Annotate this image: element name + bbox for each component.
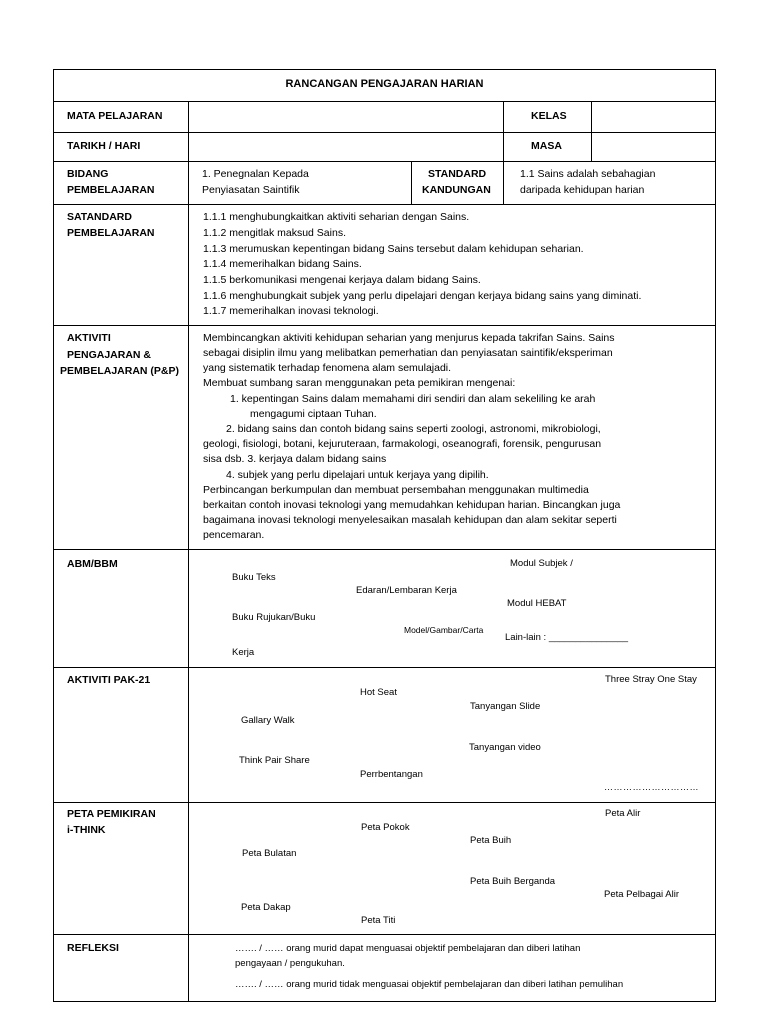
aktiviti-text: yang sistematik terhadap fenomena alam semulajadi.	[203, 362, 452, 374]
label-kelas: KELAS	[531, 110, 567, 122]
row-divider	[54, 934, 715, 935]
standard-pembelajaran-item: 1.1.2 mengitlak maksud Sains.	[203, 227, 346, 239]
column-divider	[503, 161, 504, 204]
label-refleksi: REFLEKSI	[67, 942, 119, 954]
pak21-option-hot-seat[interactable]: Hot Seat	[360, 687, 397, 698]
abm-option-modul-subjek[interactable]: Modul Subjek /	[510, 558, 573, 569]
standard-pembelajaran-item: 1.1.3 merumuskan kepentingan bidang Sains tersebut dalam kehidupan seharian.	[203, 243, 584, 255]
row-divider	[54, 667, 715, 668]
standard-pembelajaran-item: 1.1.4 memerihalkan bidang Sains.	[203, 258, 362, 270]
label-peta-line2: i-THINK	[67, 824, 106, 836]
bidang-value-line1: 1. Penegnalan Kepada	[202, 168, 309, 180]
label-tarikh-hari: TARIKH / HARI	[67, 140, 141, 152]
column-divider	[591, 101, 592, 161]
row-divider	[54, 132, 715, 133]
aktiviti-list-item: 1. kepentingan Sains dalam memahami diri sendiri dan alam sekeliling ke arah	[230, 393, 596, 405]
standard-pembelajaran-item: 1.1.5 berkomunikasi mengenai kerjaya dalam bidang Sains.	[203, 274, 481, 286]
label-bidang-line1: BIDANG	[67, 168, 109, 180]
pak21-option-tayangan-video[interactable]: Tanyangan video	[469, 742, 541, 753]
refleksi-line: pengayaan / pengukuhan.	[235, 958, 345, 969]
label-sp-line1: SATANDARD	[67, 211, 132, 223]
tarikh-hari-field[interactable]	[194, 134, 499, 159]
mata-pelajaran-field[interactable]	[194, 104, 499, 130]
label-sp-line2: PEMBELAJARAN	[67, 227, 155, 239]
peta-option-buih[interactable]: Peta Buih	[470, 835, 512, 846]
aktiviti-list-item: sisa dsb. 3. kerjaya dalam bidang sains	[203, 453, 387, 465]
label-masa: MASA	[531, 140, 562, 152]
abm-option-model[interactable]: Model/Gambar/Carta	[404, 625, 484, 635]
peta-option-buih-berganda[interactable]: Peta Buih Berganda	[470, 876, 556, 887]
abm-option-kerja: Kerja	[232, 647, 255, 658]
pak21-option-gallary-walk[interactable]: Gallary Walk	[241, 715, 295, 726]
label-standard-line2: KANDUNGAN	[422, 184, 491, 196]
abm-option-edaran[interactable]: Edaran/Lembaran Kerja	[356, 585, 457, 596]
row-divider	[54, 325, 715, 326]
aktiviti-list-item: geologi, fisiologi, botani, kejuruteraan, farmakologi, oseanografi, forensik, pengurusan	[203, 438, 602, 450]
abm-option-buku-rujukan[interactable]: Buku Rujukan/Buku	[232, 612, 316, 623]
label-pak21: AKTIVITI PAK-21	[67, 674, 151, 686]
aktiviti-text: berkaitan contoh inovasi teknologi yang memudahkan kehidupan harian. Bincangkan juga	[203, 499, 621, 511]
standard-pembelajaran-item: 1.1.7 memerihalkan inovasi teknologi.	[203, 305, 379, 317]
peta-option-pelbagai-alir[interactable]: Peta Pelbagai Alir	[604, 889, 679, 900]
label-peta-line1: PETA PEMIKIRAN	[67, 808, 156, 820]
abm-option-buku-teks[interactable]: Buku Teks	[232, 572, 276, 583]
peta-option-dakap[interactable]: Peta Dakap	[241, 902, 291, 913]
pak21-option-perbentangan[interactable]: Perrbentangan	[360, 769, 423, 780]
pak21-other-field[interactable]: …………………………	[604, 782, 699, 792]
aktiviti-text: Perbincangan berkumpulan dan membuat persembahan menggunakan multimedia	[203, 484, 589, 496]
standard-pembelajaran-item: 1.1.6 menghubungkait subjek yang perlu dipelajari dengan kerjaya bidang sains yang diminati.	[203, 290, 642, 302]
aktiviti-list-item: 4. subjek yang perlu dipelajari untuk kerjaya yang dipilih.	[226, 469, 489, 481]
peta-option-pokok[interactable]: Peta Pokok	[361, 822, 410, 833]
column-divider	[188, 101, 189, 1001]
bidang-value-line2: Penyiasatan Saintifik	[202, 184, 300, 196]
pak21-option-think-pair-share[interactable]: Think Pair Share	[239, 755, 310, 766]
peta-option-titi[interactable]: Peta Titi	[361, 915, 396, 926]
aktiviti-text: Membincangkan aktiviti kehidupan seharian yang menjurus kepada takrifan Sains. Sains	[203, 332, 615, 344]
peta-option-alir[interactable]: Peta Alir	[605, 808, 641, 819]
peta-option-bulatan[interactable]: Peta Bulatan	[242, 848, 297, 859]
label-aktiviti-line2: PENGAJARAN &	[67, 349, 152, 361]
aktiviti-text: pencemaran.	[203, 529, 265, 541]
label-abm: ABM/BBM	[67, 558, 118, 570]
row-divider	[54, 204, 715, 205]
kandungan-value-line1: 1.1 Sains adalah sebahagian	[520, 168, 656, 180]
row-divider	[54, 549, 715, 550]
pak21-option-three-stray[interactable]: Three Stray One Stay	[605, 674, 697, 685]
aktiviti-text: sebagai disiplin ilmu yang melibatkan pemerhatian dan penyiasatan saintifik/eksperiman	[203, 347, 613, 359]
row-divider	[54, 101, 715, 102]
column-divider	[503, 101, 504, 161]
aktiviti-text: bagaimana inovasi teknologi menyelesaikan masalah kehidupan dan alam sekitar seperti	[203, 514, 617, 526]
page-title: RANCANGAN PENGAJARAN HARIAN	[285, 78, 484, 90]
masa-field[interactable]	[595, 134, 713, 159]
aktiviti-list-item: mengagumi ciptaan Tuhan.	[250, 408, 377, 420]
label-standard-line1: STANDARD	[428, 168, 487, 180]
label-aktiviti-line3: PEMBELAJARAN (P&P)	[60, 365, 180, 377]
row-divider	[54, 161, 715, 162]
refleksi-line: ……. / …… orang murid tidak menguasai objektif pembelajaran dan diberi latihan pemulihan	[235, 979, 624, 990]
column-divider	[411, 161, 412, 204]
abm-option-lain-lain[interactable]: Lain-lain : _______________	[505, 632, 629, 643]
row-divider	[54, 802, 715, 803]
kandungan-value-line2: daripada kehidupan harian	[520, 184, 645, 196]
kelas-field[interactable]	[595, 104, 713, 130]
pak21-option-tayangan-slide[interactable]: Tanyangan Slide	[470, 701, 541, 712]
abm-option-modul-hebat[interactable]: Modul HEBAT	[507, 598, 567, 609]
refleksi-line: ……. / …… orang murid dapat menguasai objektif pembelajaran dan diberi latihan	[235, 943, 581, 954]
standard-pembelajaran-item: 1.1.1 menghubungkaitkan aktiviti seharian dengan Sains.	[203, 211, 470, 223]
aktiviti-text: Membuat sumbang saran menggunakan peta pemikiran mengenai:	[203, 377, 516, 389]
label-mata-pelajaran: MATA PELAJARAN	[67, 110, 163, 122]
label-aktiviti-line1: AKTIVITI	[67, 332, 111, 344]
lesson-plan-table	[53, 69, 716, 1002]
aktiviti-list-item: 2. bidang sains dan contoh bidang sains seperti zoologi, astronomi, mikrobiologi,	[226, 423, 601, 435]
label-bidang-line2: PEMBELAJARAN	[67, 184, 155, 196]
